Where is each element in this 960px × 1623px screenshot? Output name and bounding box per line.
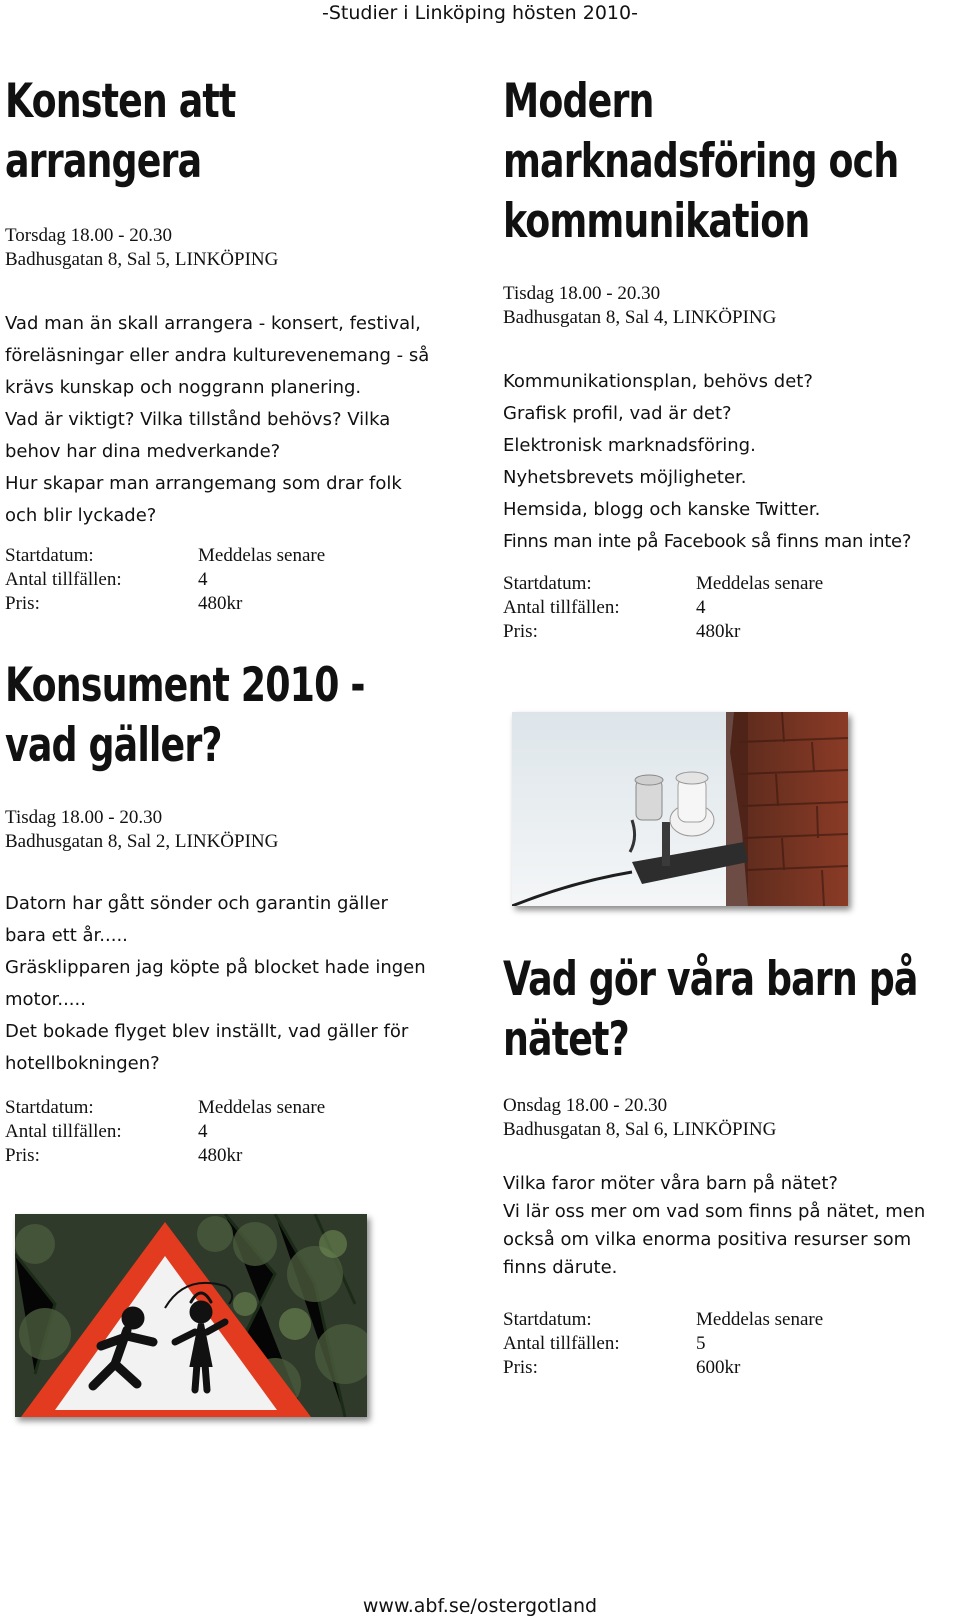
course-description: Kommunikationsplan, behövs det? Grafisk profil, vad är det? Elektronisk marknadsföring. Nyhetsbrevets möjligheter. Hemsida, blogg och kanske Twitter. Finns man inte på Facebook så finns man inte? (503, 371, 912, 552)
course-title: Modern marknadsföring och kommunikation (503, 74, 899, 249)
course-location: Badhusgatan 8, Sal 5, LINKÖPING (5, 249, 279, 270)
count-label: Antal tillfällen: (5, 569, 122, 590)
start-value: Meddelas senare (696, 573, 824, 594)
price-value: 480kr (198, 1145, 243, 1166)
price-value: 480kr (198, 593, 243, 614)
course-title: Vad gör våra barn på nätet? (503, 952, 918, 1067)
children-sign-photo (15, 1214, 367, 1417)
footer-url: www.abf.se/ostergotland (362, 1595, 598, 1617)
insulator-photo (512, 712, 848, 906)
course-day-time: Torsdag 18.00 - 20.30 (5, 225, 173, 246)
course-schedule (503, 1094, 953, 1142)
course-location: Badhusgatan 8, Sal 4, LINKÖPING (503, 307, 777, 328)
price-label: Pris: (5, 1145, 40, 1166)
count-label: Antal tillfällen: (5, 1121, 122, 1142)
start-value: Meddelas senare (198, 1097, 326, 1118)
course-description: Datorn har gått sönder och garantin gäller bara ett år..... Gräsklipparen jag köpte på blocket hade ingen motor..... Det bokade flyget blev inställt, vad gäller för hotellbokningen? (5, 893, 426, 1074)
start-label: Startdatum: (5, 545, 94, 566)
course-day-time: Tisdag 18.00 - 20.30 (5, 807, 163, 828)
course-vad-gor-vara-barn (503, 950, 953, 1380)
count-label: Antal tillfällen: (503, 1333, 620, 1354)
page-header: -Studier i Linköping hösten 2010- (322, 2, 638, 24)
count-label: Antal tillfällen: (503, 597, 620, 618)
start-label: Startdatum: (503, 573, 592, 594)
course-info-table (503, 1308, 953, 1380)
price-value: 600kr (696, 1357, 741, 1378)
course-title: Konsten att arrangera (5, 74, 236, 189)
price-value: 480kr (696, 621, 741, 642)
course-day-time: Tisdag 18.00 - 20.30 (503, 283, 661, 304)
course-location: Badhusgatan 8, Sal 6, LINKÖPING (503, 1119, 777, 1140)
warning-sign-image (15, 1214, 367, 1417)
start-value: Meddelas senare (198, 545, 326, 566)
course-konsten-att-arrangera (5, 72, 475, 616)
start-label: Startdatum: (5, 1097, 94, 1118)
course-info-table (5, 544, 475, 616)
course-modern-marknadsforing (503, 72, 953, 644)
count-value: 4 (198, 1121, 208, 1142)
course-schedule (5, 224, 475, 272)
course-schedule (503, 282, 953, 330)
price-label: Pris: (5, 593, 40, 614)
start-label: Startdatum: (503, 1309, 592, 1330)
course-info-table (503, 572, 953, 644)
price-label: Pris: (503, 621, 538, 642)
price-label: Pris: (503, 1357, 538, 1378)
course-title: Konsument 2010 - vad gäller? (5, 658, 365, 773)
insulator-image (512, 712, 848, 906)
count-value: 4 (198, 569, 208, 590)
course-day-time: Onsdag 18.00 - 20.30 (503, 1095, 668, 1116)
course-description: Vad man än skall arrangera - konsert, festival, föreläsningar eller andra kulturevenemang - så krävs kunskap och noggrann planering. Vad är viktigt? Vilka tillstånd behövs? Vilka behov har dina medverkande? Hur skapar man arrangemang som drar folk och blir lyckade? (5, 313, 430, 526)
course-info-table (5, 1096, 475, 1168)
count-value: 5 (696, 1333, 706, 1354)
course-description: Vilka faror möter våra barn på nätet? Vi lär oss mer om vad som finns på nätet, men också om vilka enorma positiva resurser som finns därute. (503, 1173, 926, 1278)
course-schedule (5, 806, 475, 854)
course-location: Badhusgatan 8, Sal 2, LINKÖPING (5, 831, 279, 852)
course-konsument-2010 (5, 656, 475, 1168)
count-value: 4 (696, 597, 706, 618)
start-value: Meddelas senare (696, 1309, 824, 1330)
